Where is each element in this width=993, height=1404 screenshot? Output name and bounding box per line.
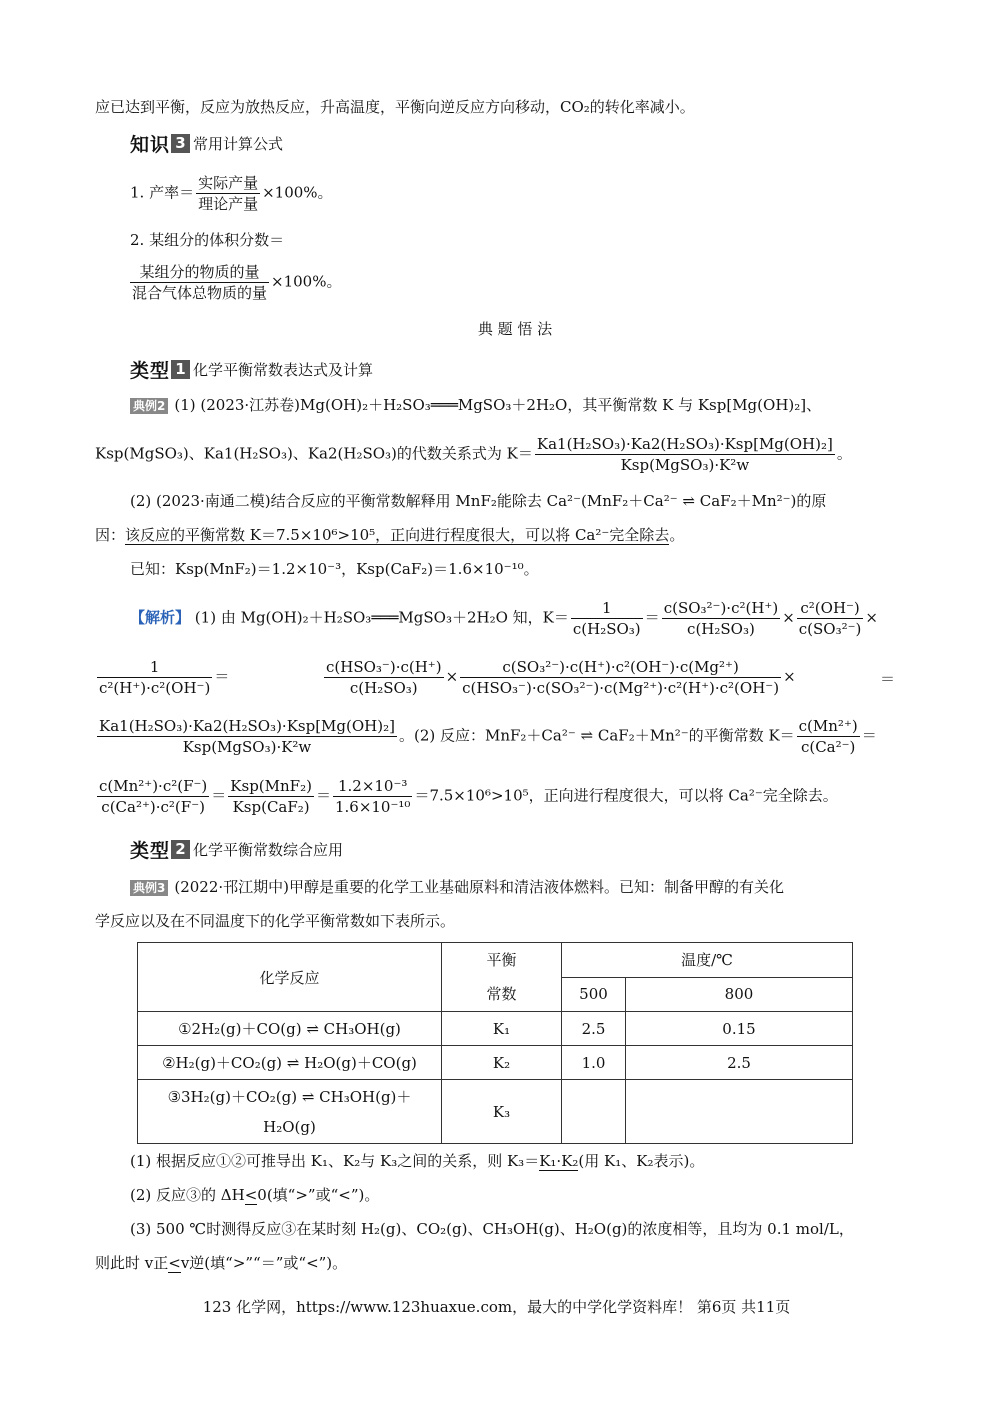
answer-blank: K₁·K₂ (539, 1152, 579, 1170)
answer-blank: < (168, 1254, 181, 1272)
constant-cell: K₁ (442, 1012, 562, 1046)
question-text: 则此时 v正 (95, 1254, 169, 1272)
question-text: (2) 反应③的 ΔH (130, 1186, 245, 1204)
fraction (97, 657, 212, 698)
table-row (138, 1012, 853, 1046)
numerator: 1 (571, 598, 643, 619)
denominator: c(H₂SO₃) (572, 620, 641, 638)
equilibrium-constant-table (137, 942, 853, 1144)
formula-prefix: 1. 产率＝ (130, 183, 195, 202)
example-line (130, 394, 821, 416)
example-text: 。 (669, 526, 685, 544)
header-temp-800: 800 (626, 977, 853, 1012)
fraction (196, 173, 260, 214)
fraction (571, 598, 643, 639)
denominator: Ksp(MgSO₃)·K²w (182, 738, 312, 756)
formula-volume-fraction (128, 262, 341, 303)
constant-cell: K₃ (442, 1080, 562, 1144)
knowledge-heading (130, 130, 283, 157)
numerator: Ka1(H₂SO₃)·Ka2(H₂SO₃)·Ksp[Mg(OH)₂] (99, 717, 395, 735)
heading-label: 类型 (130, 840, 171, 862)
denominator: c²(H⁺)·c²(OH⁻) (99, 679, 211, 697)
header-reaction: 化学反应 (138, 943, 442, 1012)
denominator: 理论产量 (198, 195, 259, 213)
denominator: 1.6×10⁻¹⁰ (334, 798, 411, 816)
question-line (130, 1150, 704, 1172)
type-heading (130, 356, 373, 383)
header-constant (442, 943, 562, 1012)
numerator: c(Mn²⁺)·c²(F⁻) (99, 777, 208, 795)
analysis-line: $\frac{\text{c(Mn²⁺)·c²(F⁻)}}{\text{c(Ca²⁺)·c²(F⁻)}}$ ＝ $\frac{\text{Ksp(MnF₂)}}{\text{Ksp(CaF₂)}}$ ＝ $\frac{\text{1.2×10⁻³}}{\text{1.6×10⁻¹⁰}}$ ＝7.5×10⁶>10⁵，正向进行程度很大，可以将 Ca²⁻完全除去。 (99, 777, 838, 816)
numerator: 实际产量 (198, 174, 259, 192)
heading-label: 知识 (130, 134, 171, 156)
formula-yield (130, 173, 333, 214)
example-text: (1) (2023·江苏卷)Mg(OH)₂＋H₂SO₃═══MgSO₃＋2H₂O，其平衡常数 K 与 Ksp[Mg(OH)₂]、 (174, 396, 822, 414)
question-line (95, 1252, 347, 1274)
value-cell: 0.15 (626, 1012, 853, 1046)
fraction (460, 657, 781, 698)
heading-number: 3 (171, 134, 190, 153)
fraction (535, 434, 835, 475)
example-text: Ksp(MgSO₃)、Ka1(H₂SO₃)、Ka2(H₂SO₃)的代数关系式为 K＝ (95, 444, 533, 463)
reaction-cell: ②H₂(g)＋CO₂(g) ⇌ H₂O(g)＋CO(g) (138, 1046, 442, 1080)
numerator: 1 (97, 657, 212, 678)
question-line (130, 1184, 379, 1206)
question-text: (用 K₁、K₂表示)。 (578, 1152, 705, 1170)
heading-number: 1 (171, 360, 190, 379)
denominator: 混合气体总物质的量 (132, 284, 268, 302)
example-line: (2) (2023·南通二模)结合反应的平衡常数解释用 MnF₂能除去 Ca²⁻(MnF₂＋Ca²⁻ ⇌ CaF₂＋Mn²⁻)的原 (130, 492, 827, 510)
example-line (95, 524, 684, 546)
reaction-line: ③3H₂(g)＋CO₂(g) ⇌ CH₃OH(g)＋ (167, 1087, 412, 1106)
fraction (797, 598, 864, 639)
heading-title: 化学平衡常数表达式及计算 (193, 361, 374, 379)
example-tag: 典例3 (130, 880, 168, 896)
question-text: (1) 根据反应①②可推导出 K₁、K₂与 K₃之间的关系，则 K₃＝ (130, 1152, 540, 1170)
denominator: c(H₂SO₃) (687, 620, 755, 638)
formula-suffix: ×100%。 (262, 183, 333, 202)
value-cell (562, 1080, 626, 1144)
reaction-cell: ①2H₂(g)＋CO(g) ⇌ CH₃OH(g) (138, 1012, 442, 1046)
numerator: c²(OH⁻) (797, 598, 864, 619)
analysis-text: ＝7.5×10⁶>10⁵，正向进行程度很大，可以将 Ca²⁻完全除去。 (414, 786, 838, 805)
analysis-line: 【解析】 (1) 由 Mg(OH)₂＋H₂SO₃═══MgSO₃＋2H₂O 知，K＝ $\frac{1}{\text{c(H₂SO₃)}}$ ＝ $\frac{\text{c(SO₃²⁻)·c²(H⁺)}}{\text{c(H₂SO₃)}}$ × $\frac{\text{c²(OH⁻)}}{\text{c(SO₃²⁻)}}$ × (130, 599, 878, 638)
answer-blank: 该反应的平衡常数 K＝7.5×10⁶>10⁵，正向进行程度很大，可以将 Ca²⁻完全除去 (125, 526, 670, 544)
header-constant-line: 平衡 (486, 951, 517, 969)
denominator: c(H₂SO₃) (349, 679, 418, 697)
header-temp-500: 500 (562, 977, 626, 1012)
fraction (797, 716, 860, 757)
analysis-text: (1) 由 Mg(OH)₂＋H₂SO₃═══MgSO₃＋2H₂O 知，K＝ (194, 608, 569, 627)
denominator: c(Ca²⁻) (800, 738, 856, 756)
formula-suffix: ×100%。 (271, 272, 342, 291)
value-cell: 1.0 (562, 1046, 626, 1080)
page-footer: 123 化学网，https://www.123huaxue.com，最大的中学化学资料库！ 第6页 共11页 (202, 1298, 791, 1316)
reaction-line: H₂O(g) (263, 1117, 316, 1136)
fraction (662, 598, 781, 639)
reaction-cell (138, 1080, 442, 1144)
example-text: (2022·邗江期中)甲醇是重要的化学工业基础原料和清洁液体燃料。已知：制备甲醇的有关化 (174, 878, 785, 896)
analysis-line: $\frac{\text{Ka1(H₂SO₃)·Ka2(H₂SO₃)·Ksp[Mg(OH)₂]}}{\text{Ksp(MgSO₃)·K²w}}$ 。(2) 反应：MnF₂＋Ca²⁻ ⇌ CaF₂＋Mn²⁻的平衡常数 K＝ $\frac{\text{c(Mn²⁺)}}{\text{c(Ca²⁻)}}$ ＝ (99, 717, 877, 756)
section-title: 典 题 悟 法 (477, 320, 553, 338)
value-cell: 2.5 (626, 1046, 853, 1080)
numerator: Ka1(H₂SO₃)·Ka2(H₂SO₃)·Ksp[Mg(OH)₂] (536, 435, 833, 453)
analysis-line: $\frac{1}{\text{c²(H⁺)·c²(OH⁻)}}$ ＝ (99, 658, 230, 697)
numerator: c(SO₃²⁻)·c(H⁺)·c²(OH⁻)·c(Mg²⁺) (460, 657, 781, 678)
example-tag: 典例2 (130, 398, 168, 414)
constant-cell: K₂ (442, 1046, 562, 1080)
denominator: c(Ca²⁺)·c²(F⁻) (101, 798, 205, 816)
example-text: 因： (95, 526, 126, 544)
answer-blank: < (244, 1186, 258, 1204)
header-constant-line: 常数 (486, 985, 517, 1003)
heading-label: 类型 (130, 360, 171, 382)
denominator: c(HSO₃⁻)·c(SO₃²⁻)·c(Mg²⁺)·c²(H⁺)·c²(OH⁻) (462, 679, 780, 697)
table-row (138, 1080, 853, 1144)
text-line: 应已达到平衡，反应为放热反应，升高温度，平衡向逆反应方向移动，CO₂的转化率减小。 (95, 98, 695, 116)
example-text: 。 (836, 444, 852, 463)
numerator: 某组分的物质的量 (130, 262, 269, 283)
analysis-line: $\frac{\text{c(HSO₃⁻)·c(H⁺)}}{\text{c(H₂SO₃)}}$ × $\frac{\text{c(SO₃²⁻)·c(H⁺)·c²(OH⁻)·c(Mg²⁺)}}{\text{c(HSO₃⁻)·c(SO₃²⁻)·c(Mg²⁺)·c²(H⁺)·c²(OH⁻)}}$ × (326, 658, 796, 697)
denominator: Ksp(MgSO₃)·K²w (620, 456, 750, 474)
fraction (228, 776, 314, 817)
header-temperature: 温度/℃ (562, 943, 853, 978)
denominator: Ksp(CaF₂) (232, 798, 310, 816)
example-line: 学反应以及在不同温度下的化学平衡常数如下表所示。 (95, 912, 456, 930)
numerator: Ksp(MnF₂) (230, 777, 312, 795)
fraction (97, 716, 397, 757)
question-text: v逆(填“>”“＝”或“<”)。 (180, 1254, 348, 1272)
fraction (324, 657, 444, 698)
heading-title: 常用计算公式 (193, 135, 284, 153)
example-line (130, 876, 784, 898)
type-heading (130, 836, 343, 863)
numerator: c(Mn²⁺) (798, 717, 858, 735)
fraction (97, 776, 209, 817)
value-cell: 2.5 (562, 1012, 626, 1046)
heading-number: 2 (171, 840, 190, 859)
analysis-tag: 【解析】 (130, 608, 191, 627)
heading-title: 化学平衡常数综合应用 (193, 841, 344, 859)
equals-sign: ＝ (880, 670, 896, 688)
example-line (95, 434, 852, 475)
value-cell (626, 1080, 853, 1144)
question-text: 0(填“>”或“<”)。 (257, 1186, 380, 1204)
numerator: c(SO₃²⁻)·c²(H⁺) (663, 599, 779, 617)
example-line: 已知：Ksp(MnF₂)＝1.2×10⁻³，Ksp(CaF₂)＝1.6×10⁻¹⁰。 (130, 560, 539, 578)
table-row (138, 1046, 853, 1080)
analysis-text: 。(2) 反应：MnF₂＋Ca²⁻ ⇌ CaF₂＋Mn²⁻的平衡常数 K＝ (398, 726, 795, 745)
numerator: 1.2×10⁻³ (333, 776, 412, 797)
denominator: c(SO₃²⁻) (798, 620, 862, 638)
fraction (130, 262, 269, 303)
question-line: (3) 500 ℃时测得反应③在某时刻 H₂(g)、CO₂(g)、CH₃OH(g)、H₂O(g)的浓度相等，且均为 0.1 mol/L， (130, 1220, 854, 1238)
fraction (333, 776, 412, 817)
formula-volume-fraction-title: 2. 某组分的体积分数＝ (130, 231, 285, 249)
numerator: c(HSO₃⁻)·c(H⁺) (326, 658, 442, 676)
